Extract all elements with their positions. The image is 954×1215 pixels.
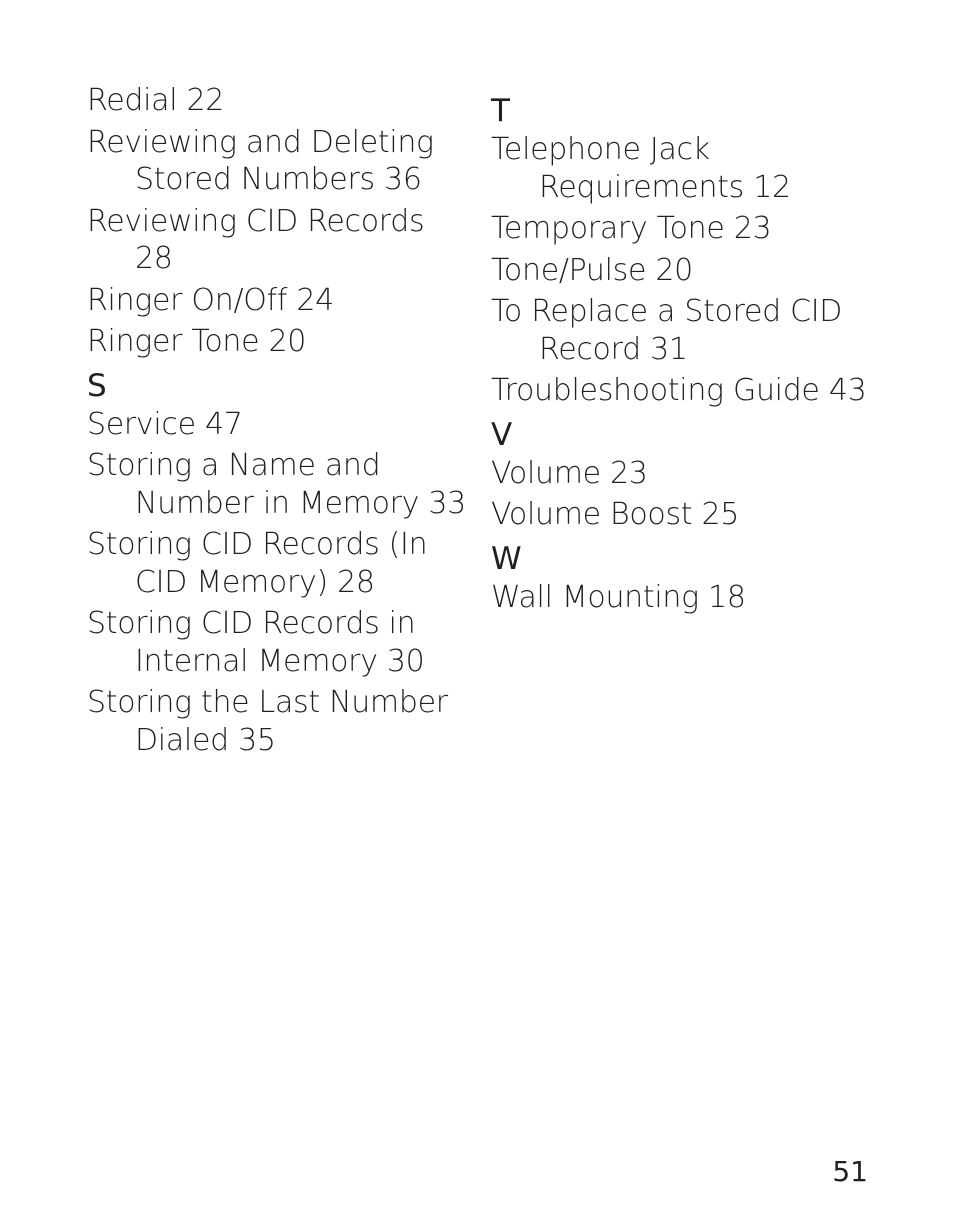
index-entry: Storing CID Records in Internal Memory 30 <box>87 606 425 679</box>
index-entry: Troubleshooting Guide 43 <box>491 373 867 408</box>
index-entry: Volume Boost 25 <box>491 497 740 532</box>
index-group <box>87 367 467 760</box>
index-entry: Storing CID Records (In CID Memory) 28 <box>87 527 428 600</box>
index-group <box>491 540 871 617</box>
index-letter-heading: T <box>491 93 510 129</box>
index-column-left <box>87 82 467 763</box>
index-entry: Temporary Tone 23 <box>491 211 772 246</box>
index-column-right <box>491 86 871 620</box>
index-entry: Wall Mounting 18 <box>491 579 746 615</box>
index-entry: Reviewing CID Records 28 <box>87 203 425 276</box>
index-entry: To Replace a Stored CID Record 31 <box>491 294 843 367</box>
index-entry: Telephone Jack Requirements 12 <box>491 132 791 205</box>
index-letter-heading: W <box>491 540 522 577</box>
index-entry: Ringer Tone 20 <box>87 324 307 359</box>
index-letter-heading: S <box>87 367 107 404</box>
index-entry: Volume 23 <box>491 455 648 491</box>
index-entry: Storing the Last Number Dialed 35 <box>87 685 448 758</box>
index-entry: Reviewing and Deleting Stored Numbers 36 <box>87 124 434 197</box>
index-letter-heading: V <box>491 416 513 453</box>
page-number: 51 <box>832 1155 868 1188</box>
index-group <box>491 416 871 534</box>
index-entry: Redial 22 <box>87 83 225 118</box>
index-group <box>87 82 467 361</box>
index-entry: Tone/Pulse 20 <box>491 252 693 288</box>
index-entry: Storing a Name and Number in Memory 33 <box>87 448 466 521</box>
index-entry: Service 47 <box>87 406 243 442</box>
index-entry: Ringer On/Off 24 <box>87 282 334 318</box>
index-group <box>491 92 871 410</box>
